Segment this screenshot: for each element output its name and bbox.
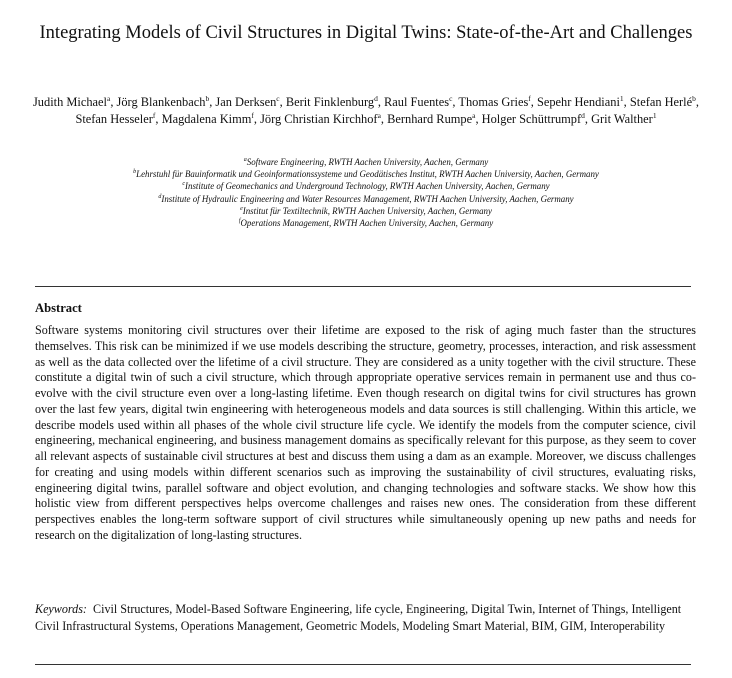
- author-separator: ,: [209, 95, 216, 109]
- author-separator: ,: [584, 111, 592, 126]
- author-name: Magdalena Kimm: [161, 111, 252, 126]
- author-affiliation-marker: a: [377, 110, 381, 120]
- affiliation-text: Institut für Textiltechnik, RWTH Aachen University, Aachen, Germany: [242, 205, 492, 216]
- author-separator: ,: [110, 95, 117, 109]
- top-divider: [35, 286, 691, 287]
- affiliation-text: Operations Management, RWTH Aachen University, Aachen, Germany: [240, 218, 494, 229]
- author-name: Raul Fuentes: [384, 95, 450, 109]
- author: [215, 95, 279, 109]
- affiliation-marker: f: [238, 218, 241, 225]
- author-name: Thomas Gries: [458, 95, 529, 109]
- affiliation: [30, 193, 702, 205]
- keywords-text: Civil Structures, Model-Based Software Engineering, life cycle, Engineering, Digital Twin, Internet of Things, Intelligent Civil Infrastructural Systems, Operations Management, Geometric Models, Modeling Smart Material, BIM, GIM, Interoperability: [35, 602, 682, 633]
- affiliation-text: Institute of Geomechanics and Underground Technology, RWTH Aachen University, Aachen, Germany: [185, 181, 550, 192]
- author-separator: ,: [380, 111, 388, 126]
- keywords: [35, 601, 696, 634]
- author-affiliation-marker: a: [472, 110, 476, 120]
- author-affiliation-marker: 1: [652, 110, 657, 120]
- author-name: Jörg Christian Kirchhof: [260, 111, 378, 126]
- author-affiliation-marker: b: [692, 94, 696, 103]
- author-name: Judith Michael: [32, 95, 107, 109]
- author: [387, 112, 475, 126]
- author-separator: ,: [452, 95, 459, 109]
- author-separator: ,: [155, 111, 162, 126]
- abstract-heading: Abstract: [35, 301, 82, 315]
- author-name: Grit Walther: [591, 111, 653, 126]
- author: [260, 112, 381, 126]
- author-affiliation-marker: f: [251, 110, 254, 120]
- author-name: Stefan Herlé: [629, 95, 693, 109]
- author-affiliation-marker: 1: [619, 94, 624, 103]
- affiliation-marker: b: [133, 169, 137, 176]
- author-separator: ,: [377, 95, 385, 109]
- affiliation-text: Software Engineering, RWTH Aachen University, Aachen, Germany: [246, 157, 489, 167]
- author-affiliation-marker: d: [581, 110, 585, 120]
- affiliation: [30, 217, 702, 229]
- author-separator: ,: [695, 95, 699, 109]
- affiliation-text: Lehrstuhl für Bauinformatik und Geoinformationssysteme und Geodätisches Institut, RWTH Aachen University, Aachen, Germany: [136, 169, 599, 180]
- author-separator: ,: [475, 111, 482, 126]
- author: [162, 112, 254, 126]
- author: [33, 95, 110, 109]
- author: [75, 112, 155, 126]
- affiliation: [30, 168, 702, 180]
- paper-title: Integrating Models of Civil Structures in Digital Twins: State-of-the-Art and Challenges: [39, 23, 693, 43]
- author-separator: ,: [253, 111, 261, 126]
- affiliation-marker: a: [243, 157, 247, 163]
- author-affiliation-marker: a: [106, 94, 111, 103]
- author: [286, 95, 378, 109]
- author-name: Sepehr Hendiani: [536, 95, 620, 109]
- author-name: Jörg Blankenbach: [116, 95, 206, 109]
- author-affiliation-marker: f: [152, 110, 156, 120]
- author-affiliation-marker: c: [276, 94, 280, 103]
- author: [630, 95, 696, 109]
- affiliation: [30, 180, 702, 192]
- author-name: Jan Derksen: [215, 95, 277, 109]
- author-list: [30, 94, 702, 127]
- author-affiliation-marker: f: [528, 94, 531, 103]
- author: [384, 95, 452, 109]
- author-name: Bernhard Rumpe: [387, 111, 473, 126]
- author-affiliation-marker: c: [449, 94, 453, 103]
- author-name: Berit Finklenburg: [285, 95, 375, 109]
- author-separator: ,: [623, 95, 630, 109]
- author-name: Holger Schüttrumpf: [481, 111, 582, 126]
- affiliation: [30, 156, 702, 168]
- affiliation-marker: c: [182, 181, 186, 188]
- bottom-divider: [35, 664, 691, 665]
- author: [537, 95, 624, 109]
- author-affiliation-marker: b: [205, 94, 210, 103]
- affiliation-marker: e: [240, 205, 243, 212]
- affiliation: [30, 205, 702, 217]
- author: [458, 95, 530, 109]
- affiliation-marker: d: [158, 193, 162, 200]
- author-separator: ,: [279, 95, 286, 109]
- author: [117, 95, 210, 109]
- keywords-label: Keywords:: [35, 602, 87, 616]
- abstract-text: Software systems monitoring civil structures over their lifetime are exposed to the risk of aging much faster than the structures themselves. This risk can be minimized if we use models describing the structure, geometry, processes, interaction, and risk assessment as well as the data collected over the lifetime of a civil structure. They are considered as a unity together with the civil structure. These constitute a digital twin of such a civil structure, which through appropriate operative services remain in permanent use and thus co-evolve with the civil structure even over a long-lasting lifetime. Even though research on digital twins for civil structures has grown over the last few years, digital twin engineering with heterogeneous models and data sources is still challenging. Within this article, we describe models used within all phases of the whole civil structure life cycle. We identify the models from the computer science, civil engineering, mechanical engineering, and business management domains as specifically relevant for this purpose, as they seem to cover all relevant aspects of sustainable civil structures at best and discuss them using a dam as an example. Moreover, we discuss challenges for creating and using models within different scenarios such as improving the sustainability of civil structures, evaluating risks, engineering digital twins, parallel software and object evolution, and changing technologies and software stacks. We show how this holistic view from different perspectives helps overcome challenges and raises new ones. The consideration from these different perspectives enables the long-term software support of civil structures while simultaneously opening up new paths and needs for research on the digitalization of long-lasting structures.: [35, 323, 696, 542]
- author-name: Stefan Hesseler: [75, 111, 153, 126]
- author-affiliation-marker: d: [374, 94, 378, 103]
- author: [591, 112, 657, 126]
- author-separator: ,: [530, 95, 537, 109]
- affiliation-list: [30, 156, 702, 229]
- author: [482, 112, 585, 126]
- affiliation-text: Institute of Hydraulic Engineering and Water Resources Management, RWTH Aachen University, Aachen, Germany: [161, 193, 574, 204]
